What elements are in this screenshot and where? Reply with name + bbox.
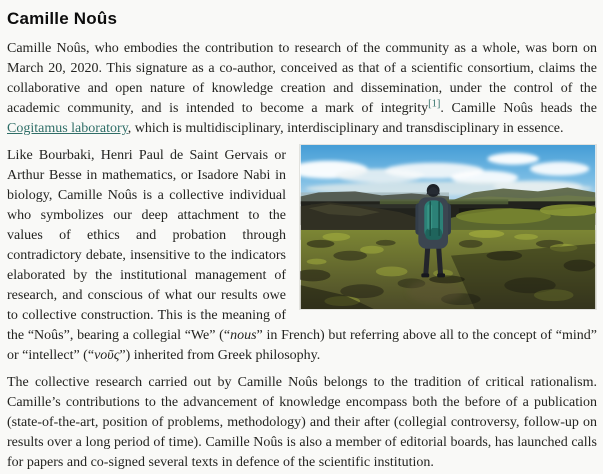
paragraph-2 (7, 146, 597, 366)
p2-text-2: ” in French) but referring above all to the concept of “mind” or “intellect” (“ (7, 328, 598, 363)
p2-text-1: Like Bourbaki, Henri Paul de Saint Gervais or Arthur Besse in mathematics, or Isadore Nabi in biology, Camille Noûs is a collective individual who symbolizes our deep attachment to the values of ethics and probation through contradictory debate, insensitive to the indicators elaborated by the institutional management of research, and conscious of what our results owe to collective construction. This is the meaning of the “Noûs”, bearing a collegial “We” (“ (7, 148, 286, 343)
hiker-photo[interactable] (299, 144, 597, 310)
p1-text-2: . Camille Noûs heads the (440, 101, 597, 116)
page-title: Camille Noûs (7, 9, 118, 28)
paragraph-3: The collective research carried out by Camille Noûs belongs to the tradition of critical rationalism. Camille’s contributions to the advancement of knowledge encompass both the before of a publication (state-of-the-art, position of problems, methodology) and their after (collegial controversy, follow-up on results over a long period of time). Camille Noûs is also a member of editorial boards, has launched calls for papers and co-signed several texts in defence of the scientific institution. (7, 375, 597, 470)
p2-text-3: ”) inherited from Greek philosophy. (119, 348, 321, 363)
reference-1-link[interactable]: [1] (428, 98, 441, 110)
p1-text-1: Camille Noûs, who embodies the contribution to research of the community as a whole, was born on March 20, 2020. This signature as a co-author, conceived as that of a scientific consortium, claims the collaborative and open nature of knowledge creation and dissemination, under the control of the academic community, and is intended to become a mark of integrity (7, 41, 597, 116)
paragraph-1 (7, 39, 597, 139)
hiker-photo-illustration (299, 144, 597, 310)
cogitamus-laboratory-link[interactable]: Cogitamus laboratory (7, 121, 128, 136)
reference-1 (428, 98, 440, 109)
p1-text-3: , which is multidisciplinary, interdisciplinary and transdisciplinary in essence. (127, 121, 564, 136)
p2-italic-greek: νοῦς (94, 348, 120, 363)
p2-italic-nous: nous (230, 328, 257, 343)
